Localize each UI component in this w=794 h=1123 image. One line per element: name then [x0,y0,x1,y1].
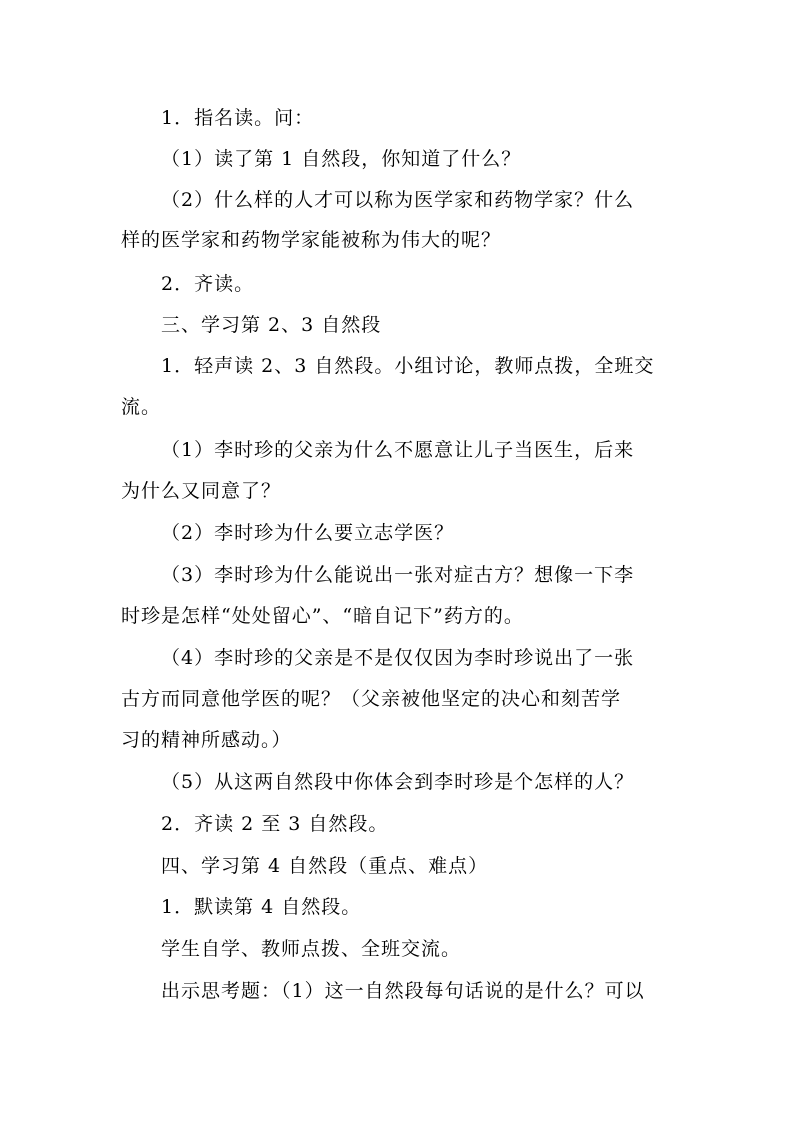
paragraph-line: （2）李时珍为什么要立志学医？ [161,522,455,544]
paragraph-line: （1）李时珍的父亲为什么不愿意让儿子当医生，后来 [161,439,635,461]
paragraph-line: （3）李时珍为什么能说出一张对症古方？想像一下李 [161,564,635,586]
paragraph-line: 为什么又同意了？ [121,480,282,502]
paragraph-line: （4）李时珍的父亲是不是仅仅因为李时珍说出了一张 [161,647,635,669]
section-heading: 三、学习第 2、3 自然段 [161,314,382,336]
paragraph-line: 1．轻声读 2、3 自然段。小组讨论，教师点拨，全班交 [161,355,655,377]
paragraph-line: （2）什么样的人才可以称为医学家和药物学家？什么 [161,189,635,211]
paragraph-line: （1）读了第 1 自然段，你知道了什么？ [161,148,522,170]
paragraph-line: 流。 [121,396,162,418]
paragraph-line: 2．齐读 2 至 3 自然段。 [161,813,389,835]
paragraph-line: 1．指名读。问： [161,107,315,129]
paragraph-line: 古方而同意他学医的呢？（父亲被他坚定的决心和刻苦学 [121,688,622,710]
section-heading: 四、学习第 4 自然段（重点、难点） [161,855,489,877]
paragraph-line: 1．默读第 4 自然段。 [161,896,362,918]
paragraph-line: 时珍是怎样“处处留心”、“暗自记下”药方的。 [121,605,524,627]
paragraph-line: 样的医学家和药物学家能被称为伟大的呢？ [121,229,502,251]
paragraph-line: 学生自学、教师点拨、全班交流。 [161,938,462,960]
paragraph-line: 出示思考题：（1）这一自然段每句话说的是什么？可以 [161,980,645,1002]
paragraph-line: 习的精神所感动。） [121,729,292,751]
paragraph-line: 2．齐读。 [161,273,255,295]
paragraph-line: （5）从这两自然段中你体会到李时珍是个怎样的人？ [161,771,635,793]
